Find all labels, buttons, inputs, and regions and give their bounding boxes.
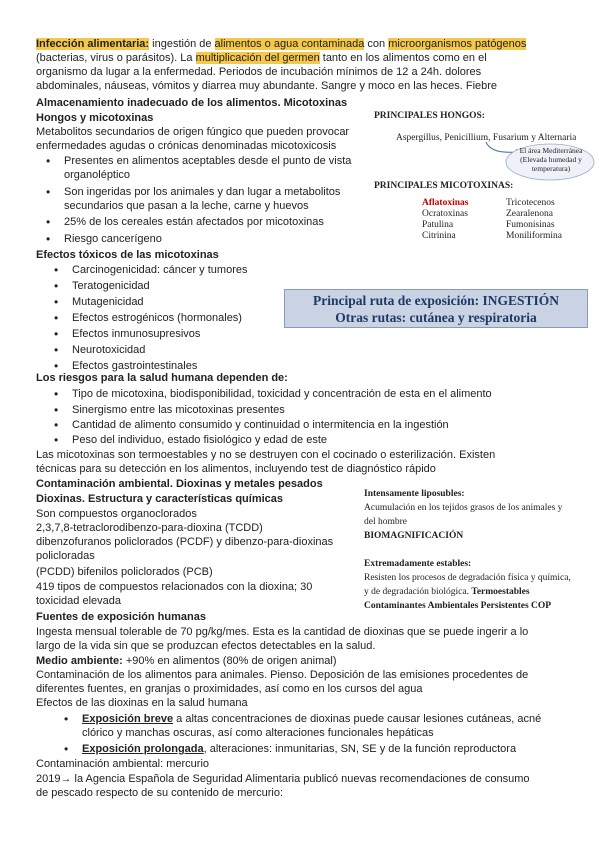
risk-item: • Cantidad de alimento consumido y continuidad o intermitencia en la ingestión bbox=[72, 419, 449, 432]
fig1-col1-item-3: Citrinina bbox=[422, 231, 456, 241]
text-metabolitos-1: Metabolitos secundarios de origen fúngico que pueden provocar bbox=[36, 126, 350, 138]
text-ingesta-2: largo de la vida sin que se produzcan efectos detectables en la salud. bbox=[36, 640, 376, 652]
para-infeccion-line4: abdominales, náuseas, vómitos y diarrea muy abundante. Sangre y moco en las heces. Fiebre bbox=[36, 80, 498, 92]
risk-item: • Peso del individuo, estado fisiológico y edad de este bbox=[72, 434, 327, 447]
fig1-note-3: temperatura) bbox=[531, 164, 571, 173]
text-mercurio: Contaminación ambiental: mercurio bbox=[36, 758, 210, 770]
figure-ruta-exposicion bbox=[284, 289, 588, 328]
fig1-col1-item-2: Patulina bbox=[422, 220, 454, 230]
text-contaminacion-piensos-2: diferentes fuentes, en granjas o proximidades, así como en los cursos del agua bbox=[36, 683, 423, 695]
text-dioxinas-6: 419 tipos de compuestos relacionados con la dioxina; 30 bbox=[36, 581, 313, 593]
heading-riesgos: Los riesgos para la salud humana dependen de: bbox=[36, 372, 288, 384]
text-efectos-salud: Efectos de las dioxinas en la salud humana bbox=[36, 697, 248, 709]
bullet-presentes-cont: organoléptico bbox=[64, 169, 131, 181]
text-aesan-1: 2019→ la Agencia Española de Seguridad Alimentaria publicó nuevas recomendaciones de consumo bbox=[36, 773, 530, 785]
heading-hongos: Hongos y micotoxinas bbox=[36, 112, 154, 124]
para-infeccion-line2: (bacterias, virus o parásitos). La multiplicación del germen tanto en los alimentos como en el bbox=[36, 52, 487, 64]
risk-item: • Sinergismo entre las micotoxinas presentes bbox=[72, 404, 285, 417]
fig1-col1-item-1: Ocratoxinas bbox=[422, 209, 468, 219]
fig3-heading-cop: Contaminantes Ambientales Persistentes COP bbox=[364, 601, 552, 611]
text-dioxinas-2: 2,3,7,8-tetraclorodibenzo-para-dioxina (TCDD) bbox=[36, 522, 263, 534]
fig1-col2-item-3: Moniliformina bbox=[506, 231, 562, 241]
bullet-ingeridas-cont: secundarios que pasan a la leche, carne y huevos bbox=[64, 200, 309, 212]
fig1-note-2: (Elevada humedad y bbox=[520, 155, 582, 164]
text-contaminacion-piensos-1: Contaminación de los alimentos para animales. Pienso. Deposición de las emisiones procedentes de bbox=[36, 669, 529, 681]
bullet-exposicion-breve: • Exposición breve a altas concentraciones de dioxinas puede causar lesiones cutáneas, acné bbox=[82, 713, 541, 726]
bullet-ingeridas: • Son ingeridas por los animales y dan lugar a metabolitos bbox=[64, 186, 340, 199]
toxic-effect-item: • Mutagenicidad bbox=[72, 296, 144, 309]
fig1-note-1: El área Mediterránea bbox=[519, 146, 583, 155]
text-dioxinas-7: toxicidad elevada bbox=[36, 595, 122, 607]
fig3-heading-biomagnificacion: BIOMAGNIFICACIÓN bbox=[364, 531, 464, 541]
highlight-multiplicacion: multiplicación del germen bbox=[195, 52, 320, 64]
fig1-fungi-list: Aspergillus, Penicillium, Fusarium y Alternaria bbox=[396, 133, 577, 143]
text-termoestables-1: Las micotoxinas son termoestables y no se destruyen con el cocinado o esterilización. Existen bbox=[36, 449, 496, 461]
toxic-effect-item: • Efectos estrogénicos (hormonales) bbox=[72, 312, 242, 325]
text-dioxinas-5: (PCDD) bifenilos policlorados (PCB) bbox=[36, 566, 213, 578]
text-aesan-2: de pescado respecto de su contenido de mercurio: bbox=[36, 787, 284, 799]
fig1-title-hongos: PRINCIPALES HONGOS: bbox=[374, 111, 485, 121]
heading-efectos-toxicos: Efectos tóxicos de las micotoxinas bbox=[36, 249, 219, 261]
fig3-text-3: Resisten los procesos de degradación física y química, bbox=[364, 573, 571, 583]
text-dioxinas-3: dibenzofuranos policlorados (PCDF) y dibenzo-para-dioxinas bbox=[36, 536, 334, 548]
bullet-presentes: • Presentes en alimentos aceptables desde el punto de vista bbox=[64, 155, 351, 168]
text-dioxinas-4: policloradas bbox=[36, 550, 95, 562]
fig3-text-1: Acumulación en los tejidos grasos de los animales y bbox=[364, 503, 563, 513]
fig3-text-2: del hombre bbox=[364, 517, 408, 527]
risk-item: • Tipo de micotoxina, biodisponibilidad, toxicidad y concentración de esta en el alimento bbox=[72, 388, 492, 401]
highlight-alimentos: alimentos o agua contaminada bbox=[214, 38, 365, 50]
toxic-effect-item: • Teratogenicidad bbox=[72, 280, 150, 293]
fig1-col2-item-2: Fumonisinas bbox=[506, 220, 555, 230]
fig1-col2-item-1: Zearalenona bbox=[506, 209, 553, 219]
fig3-heading-liposubles: Intensamente liposubles: bbox=[364, 489, 465, 499]
fig1-title-micotoxinas: PRINCIPALES MICOTOXINAS: bbox=[374, 181, 514, 191]
para-infeccion-line3: organismo da lugar a la enfermedad. Periodos de incubación mínimos de 12 a 24h. dolores bbox=[36, 66, 482, 78]
bullet-cereales: • 25% de los cereales están afectados por micotoxinas bbox=[64, 216, 324, 229]
bullet-exposicion-prolongada: • Exposición prolongada, alteraciones: inmunitarias, SN, SE y de la función reproductora bbox=[82, 743, 516, 756]
text-termoestables-2: técnicas para su detección en los alimentos, incluyendo test de diagnóstico rápido bbox=[36, 463, 436, 475]
text-metabolitos-2: enfermedades agudas o crónicas denominadas micotoxicosis bbox=[36, 140, 337, 152]
figure-propiedades-dioxinas bbox=[362, 486, 597, 616]
bullet-riesgo: • Riesgo cancerígeno bbox=[64, 233, 162, 246]
highlight-microorganismos: microorganismos patógenos bbox=[388, 38, 527, 50]
heading-dioxinas: Dioxinas. Estructura y características químicas bbox=[36, 493, 284, 505]
text-dioxinas-1: Son compuestos organoclorados bbox=[36, 508, 197, 520]
heading-contaminacion-ambiental: Contaminación ambiental. Dioxinas y metales pesados bbox=[36, 478, 323, 490]
fig3-termoestables: Termoestables bbox=[471, 587, 530, 597]
text-ingesta-1: Ingesta mensual tolerable de 70 pg/kg/mes. Esta es la cantidad de dioxinas que se puede ingerir a lo bbox=[36, 626, 529, 638]
fig2-line1: Principal ruta de exposición: INGESTIÓN bbox=[312, 293, 560, 308]
toxic-effect-item: • Carcinogenicidad: cáncer y tumores bbox=[72, 264, 247, 277]
heading-fuentes-exposicion: Fuentes de exposición humanas bbox=[36, 611, 206, 623]
fig2-line2: Otras rutas: cutánea y respiratoria bbox=[335, 310, 537, 325]
text-medio-ambiente: Medio ambiente: +90% en alimentos (80% de origen animal) bbox=[36, 655, 337, 667]
toxic-effect-item: • Neurotoxicidad bbox=[72, 344, 145, 357]
fig1-col1-item-0: Aflatoxinas bbox=[422, 198, 469, 208]
para-infeccion-line1: Infección alimentaria: ingestión de alimentos o agua contaminada con microorganismos patógenos bbox=[36, 38, 527, 50]
heading-almacenamiento: Almacenamiento inadecuado de los alimentos. Micotoxinas bbox=[36, 97, 348, 109]
bullet-exposicion-breve-cont: clórico y manchas oscuras, así como alteraciones funcionales hepáticas bbox=[82, 727, 434, 739]
toxic-effect-item: • Efectos gastrointestinales bbox=[72, 360, 197, 373]
fig1-col2-item-0: Tricotecenos bbox=[506, 198, 555, 208]
fig3-heading-estables: Extremadamente estables: bbox=[364, 559, 472, 569]
heading-infeccion: Infección alimentaria: bbox=[36, 38, 150, 50]
figure-hongos-micotoxinas bbox=[366, 108, 596, 248]
toxic-effect-item: • Efectos inmunosupresivos bbox=[72, 328, 200, 341]
fig3-text-4: y de degradación biológica. Termoestables bbox=[364, 587, 530, 597]
